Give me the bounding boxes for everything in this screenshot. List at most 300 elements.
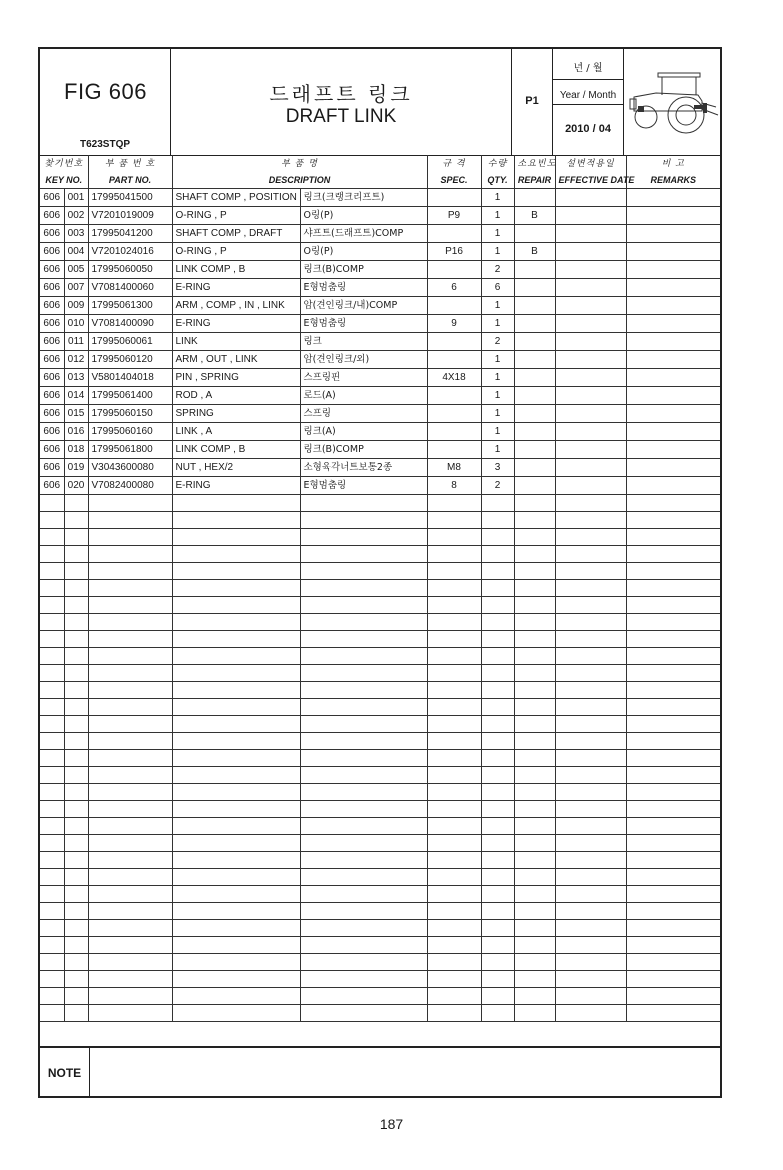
row-part-no <box>88 784 172 801</box>
row-eff-date <box>555 297 626 315</box>
row-repair <box>514 631 555 648</box>
row-part-no <box>88 546 172 563</box>
row-spec: 8 <box>427 477 481 495</box>
row-qty: 1 <box>481 315 514 333</box>
row-desc-ko: 링크(크랭크리프트) <box>300 189 427 207</box>
row-part-no <box>88 495 172 512</box>
row-part-no <box>88 733 172 750</box>
row-qty: 2 <box>481 477 514 495</box>
table-row-empty <box>40 665 720 682</box>
row-eff-date <box>555 988 626 1005</box>
row-eff-date <box>555 682 626 699</box>
row-fig <box>40 920 64 937</box>
row-qty: 6 <box>481 279 514 297</box>
row-qty <box>481 529 514 546</box>
row-spec <box>427 405 481 423</box>
row-spec <box>427 665 481 682</box>
table-row <box>40 207 720 225</box>
row-desc-ko <box>300 920 427 937</box>
row-spec <box>427 423 481 441</box>
row-key <box>64 954 88 971</box>
row-remarks <box>626 733 720 750</box>
table-row-empty <box>40 529 720 546</box>
row-repair <box>514 665 555 682</box>
row-qty <box>481 801 514 818</box>
row-desc-ko <box>300 597 427 614</box>
row-qty <box>481 818 514 835</box>
row-key: 009 <box>64 297 88 315</box>
row-desc-en <box>172 597 300 614</box>
row-eff-date <box>555 665 626 682</box>
row-fig <box>40 971 64 988</box>
row-key <box>64 852 88 869</box>
row-eff-date <box>555 784 626 801</box>
table-row <box>40 261 720 279</box>
row-repair <box>514 920 555 937</box>
row-fig: 606 <box>40 207 64 225</box>
row-desc-en <box>172 699 300 716</box>
row-part-no <box>88 818 172 835</box>
row-desc-en <box>172 716 300 733</box>
table-row-empty <box>40 495 720 512</box>
divider <box>553 104 623 105</box>
row-part-no: V7201024016 <box>88 243 172 261</box>
row-part-no: 17995061800 <box>88 441 172 459</box>
row-qty: 1 <box>481 441 514 459</box>
col-remarks: REMARKS <box>626 172 720 189</box>
row-qty <box>481 886 514 903</box>
row-repair <box>514 495 555 512</box>
row-desc-ko <box>300 988 427 1005</box>
row-eff-date <box>555 818 626 835</box>
table-row <box>40 243 720 261</box>
row-fig <box>40 954 64 971</box>
row-remarks <box>626 1005 720 1022</box>
row-part-no <box>88 597 172 614</box>
row-remarks <box>626 333 720 351</box>
row-key <box>64 988 88 1005</box>
row-desc-ko: E형멈춤링 <box>300 315 427 333</box>
row-part-no: 17995061300 <box>88 297 172 315</box>
row-spec <box>427 988 481 1005</box>
row-remarks <box>626 225 720 243</box>
row-fig: 606 <box>40 369 64 387</box>
row-part-no <box>88 580 172 597</box>
row-part-no: V7081400090 <box>88 315 172 333</box>
row-qty <box>481 767 514 784</box>
row-fig <box>40 631 64 648</box>
row-part-no: V7081400060 <box>88 279 172 297</box>
row-desc-ko <box>300 716 427 733</box>
table-row-empty <box>40 784 720 801</box>
row-qty <box>481 597 514 614</box>
row-qty <box>481 648 514 665</box>
row-desc-ko <box>300 682 427 699</box>
col-eff-ko: 설변적용일 <box>555 156 626 173</box>
table-row-empty <box>40 597 720 614</box>
row-repair <box>514 784 555 801</box>
row-eff-date <box>555 369 626 387</box>
row-desc-en <box>172 971 300 988</box>
row-part-no <box>88 529 172 546</box>
row-repair <box>514 886 555 903</box>
row-eff-date <box>555 207 626 225</box>
row-qty: 3 <box>481 459 514 477</box>
row-part-no <box>88 716 172 733</box>
col-repair: REPAIR <box>514 172 555 189</box>
row-repair <box>514 351 555 369</box>
col-desc-ko: 부 품 명 <box>172 156 427 173</box>
row-fig <box>40 784 64 801</box>
row-qty <box>481 750 514 767</box>
row-remarks <box>626 495 720 512</box>
page-code: P1 <box>525 95 539 107</box>
row-repair <box>514 971 555 988</box>
row-fig <box>40 716 64 733</box>
row-desc-en: E-RING <box>172 279 300 297</box>
row-fig: 606 <box>40 279 64 297</box>
row-fig <box>40 1005 64 1022</box>
row-spec <box>427 920 481 937</box>
row-eff-date <box>555 920 626 937</box>
row-desc-en: PIN , SPRING <box>172 369 300 387</box>
row-key <box>64 665 88 682</box>
table-row-empty <box>40 852 720 869</box>
row-key <box>64 699 88 716</box>
row-spec <box>427 818 481 835</box>
row-spec <box>427 869 481 886</box>
row-key <box>64 648 88 665</box>
table-row-empty <box>40 1005 720 1022</box>
row-desc-en <box>172 903 300 920</box>
row-repair <box>514 529 555 546</box>
row-fig: 606 <box>40 351 64 369</box>
row-desc-ko <box>300 784 427 801</box>
table-row-empty <box>40 563 720 580</box>
row-eff-date <box>555 495 626 512</box>
row-spec <box>427 954 481 971</box>
row-desc-ko: 스프링 <box>300 405 427 423</box>
row-part-no: 17995060160 <box>88 423 172 441</box>
table-row <box>40 369 720 387</box>
table-row-empty <box>40 546 720 563</box>
row-repair <box>514 954 555 971</box>
row-part-no <box>88 920 172 937</box>
row-eff-date <box>555 243 626 261</box>
row-eff-date <box>555 835 626 852</box>
row-qty <box>481 733 514 750</box>
row-remarks <box>626 351 720 369</box>
row-fig <box>40 529 64 546</box>
row-part-no: V7201019009 <box>88 207 172 225</box>
row-repair <box>514 903 555 920</box>
row-desc-ko <box>300 699 427 716</box>
row-desc-en: ARM , OUT , LINK <box>172 351 300 369</box>
row-eff-date <box>555 767 626 784</box>
row-eff-date <box>555 801 626 818</box>
col-spec-ko: 규 격 <box>427 156 481 173</box>
row-desc-en <box>172 1005 300 1022</box>
row-repair <box>514 423 555 441</box>
row-desc-ko: 로드(A) <box>300 387 427 405</box>
row-fig: 606 <box>40 477 64 495</box>
row-fig <box>40 733 64 750</box>
row-qty <box>481 495 514 512</box>
row-desc-en: SPRING <box>172 405 300 423</box>
row-remarks <box>626 546 720 563</box>
row-fig <box>40 750 64 767</box>
row-part-no <box>88 801 172 818</box>
row-part-no: 17995060050 <box>88 261 172 279</box>
row-spec <box>427 529 481 546</box>
row-qty <box>481 903 514 920</box>
row-desc-ko <box>300 852 427 869</box>
row-eff-date <box>555 716 626 733</box>
title-english: DRAFT LINK <box>285 106 397 127</box>
row-remarks <box>626 750 720 767</box>
row-desc-ko <box>300 495 427 512</box>
row-eff-date <box>555 261 626 279</box>
row-key: 010 <box>64 315 88 333</box>
row-eff-date <box>555 315 626 333</box>
divider <box>553 79 623 80</box>
row-part-no <box>88 648 172 665</box>
row-repair <box>514 512 555 529</box>
row-remarks <box>626 954 720 971</box>
row-repair <box>514 441 555 459</box>
row-remarks <box>626 405 720 423</box>
row-repair: B <box>514 207 555 225</box>
row-key: 012 <box>64 351 88 369</box>
table-row-empty <box>40 869 720 886</box>
row-desc-ko <box>300 512 427 529</box>
tractor-icon <box>626 67 720 139</box>
row-eff-date <box>555 597 626 614</box>
table-row-empty <box>40 886 720 903</box>
row-desc-en <box>172 495 300 512</box>
row-remarks <box>626 563 720 580</box>
row-key <box>64 682 88 699</box>
row-qty: 1 <box>481 189 514 207</box>
row-part-no <box>88 937 172 954</box>
row-fig <box>40 937 64 954</box>
row-spec <box>427 261 481 279</box>
row-desc-en <box>172 648 300 665</box>
row-eff-date <box>555 423 626 441</box>
table-row <box>40 279 720 297</box>
row-desc-en <box>172 733 300 750</box>
row-desc-en <box>172 563 300 580</box>
col-part-ko: 부 품 번 호 <box>88 156 172 173</box>
row-desc-en <box>172 682 300 699</box>
table-row <box>40 333 720 351</box>
row-eff-date <box>555 477 626 495</box>
row-remarks <box>626 261 720 279</box>
col-key-ko: 찾기번호 <box>40 156 88 173</box>
row-desc-ko <box>300 818 427 835</box>
row-spec <box>427 546 481 563</box>
table-row <box>40 477 720 495</box>
row-desc-ko <box>300 563 427 580</box>
header-row-english <box>40 172 720 189</box>
row-desc-ko <box>300 954 427 971</box>
row-desc-en: E-RING <box>172 315 300 333</box>
table-row-empty <box>40 631 720 648</box>
table-row-empty <box>40 733 720 750</box>
row-part-no: 17995061400 <box>88 387 172 405</box>
parts-table-body <box>40 189 720 1022</box>
row-repair <box>514 315 555 333</box>
table-row-empty <box>40 699 720 716</box>
row-part-no: V7082400080 <box>88 477 172 495</box>
row-repair <box>514 716 555 733</box>
row-remarks <box>626 459 720 477</box>
row-desc-ko: 샤프트(드래프트)COMP <box>300 225 427 243</box>
row-remarks <box>626 441 720 459</box>
row-eff-date <box>555 937 626 954</box>
row-part-no <box>88 971 172 988</box>
row-qty <box>481 716 514 733</box>
row-part-no <box>88 563 172 580</box>
row-desc-ko <box>300 580 427 597</box>
row-part-no <box>88 886 172 903</box>
row-desc-en: LINK <box>172 333 300 351</box>
row-fig <box>40 801 64 818</box>
row-desc-en <box>172 988 300 1005</box>
row-remarks <box>626 852 720 869</box>
table-row-empty <box>40 954 720 971</box>
row-desc-en: LINK COMP , B <box>172 261 300 279</box>
row-remarks <box>626 207 720 225</box>
row-eff-date <box>555 886 626 903</box>
row-desc-ko: 링크(A) <box>300 423 427 441</box>
row-remarks <box>626 937 720 954</box>
row-desc-ko: 스프링핀 <box>300 369 427 387</box>
row-key <box>64 869 88 886</box>
row-key: 016 <box>64 423 88 441</box>
table-row-empty <box>40 512 720 529</box>
col-qty: QTY. <box>481 172 514 189</box>
row-key: 013 <box>64 369 88 387</box>
row-qty: 1 <box>481 225 514 243</box>
row-spec <box>427 682 481 699</box>
row-part-no <box>88 665 172 682</box>
row-part-no: 17995060150 <box>88 405 172 423</box>
row-spec <box>427 937 481 954</box>
row-remarks <box>626 297 720 315</box>
row-qty <box>481 614 514 631</box>
row-desc-ko: 암(견인링크/내)COMP <box>300 297 427 315</box>
row-spec <box>427 784 481 801</box>
row-desc-en <box>172 801 300 818</box>
row-spec <box>427 387 481 405</box>
row-fig: 606 <box>40 459 64 477</box>
table-row-empty <box>40 835 720 852</box>
row-fig: 606 <box>40 297 64 315</box>
row-repair <box>514 1005 555 1022</box>
row-eff-date <box>555 580 626 597</box>
row-repair <box>514 852 555 869</box>
table-row <box>40 459 720 477</box>
row-qty <box>481 631 514 648</box>
row-repair <box>514 988 555 1005</box>
row-spec <box>427 750 481 767</box>
row-part-no: 17995041500 <box>88 189 172 207</box>
row-part-no: 17995060120 <box>88 351 172 369</box>
row-spec <box>427 351 481 369</box>
figure-number: FIG 606 <box>64 79 147 104</box>
row-key: 004 <box>64 243 88 261</box>
row-eff-date <box>555 333 626 351</box>
row-key <box>64 546 88 563</box>
row-fig: 606 <box>40 387 64 405</box>
row-desc-ko: 소형육각너트보통2종 <box>300 459 427 477</box>
table-row <box>40 315 720 333</box>
row-key <box>64 920 88 937</box>
header-row-korean <box>40 156 720 173</box>
row-qty: 1 <box>481 423 514 441</box>
row-key <box>64 529 88 546</box>
row-qty <box>481 546 514 563</box>
row-spec <box>427 733 481 750</box>
row-desc-en <box>172 512 300 529</box>
row-desc-en <box>172 546 300 563</box>
row-qty <box>481 682 514 699</box>
row-part-no: 17995041200 <box>88 225 172 243</box>
parts-sheet-frame <box>38 47 722 1098</box>
row-eff-date <box>555 459 626 477</box>
row-qty: 2 <box>481 333 514 351</box>
row-key <box>64 750 88 767</box>
row-eff-date <box>555 954 626 971</box>
row-key <box>64 903 88 920</box>
row-key: 005 <box>64 261 88 279</box>
row-qty <box>481 665 514 682</box>
row-desc-ko <box>300 903 427 920</box>
row-desc-ko <box>300 750 427 767</box>
row-desc-en <box>172 869 300 886</box>
row-part-no <box>88 614 172 631</box>
row-remarks <box>626 387 720 405</box>
row-spec <box>427 631 481 648</box>
row-qty <box>481 512 514 529</box>
row-eff-date <box>555 546 626 563</box>
row-eff-date <box>555 387 626 405</box>
row-part-no: V5801404018 <box>88 369 172 387</box>
row-spec <box>427 852 481 869</box>
row-remarks <box>626 512 720 529</box>
row-remarks <box>626 631 720 648</box>
table-row-empty <box>40 614 720 631</box>
row-eff-date <box>555 631 626 648</box>
row-eff-date <box>555 750 626 767</box>
row-desc-ko <box>300 733 427 750</box>
row-qty <box>481 699 514 716</box>
row-repair <box>514 405 555 423</box>
row-spec <box>427 441 481 459</box>
row-repair <box>514 333 555 351</box>
row-desc-ko: E형멈춤링 <box>300 279 427 297</box>
row-remarks <box>626 716 720 733</box>
model-code: T623STQP <box>80 139 131 150</box>
col-repair-ko: 소요빈도 <box>514 156 555 173</box>
row-fig: 606 <box>40 189 64 207</box>
row-desc-ko <box>300 614 427 631</box>
row-spec <box>427 767 481 784</box>
row-fig <box>40 988 64 1005</box>
row-repair <box>514 477 555 495</box>
row-eff-date <box>555 189 626 207</box>
